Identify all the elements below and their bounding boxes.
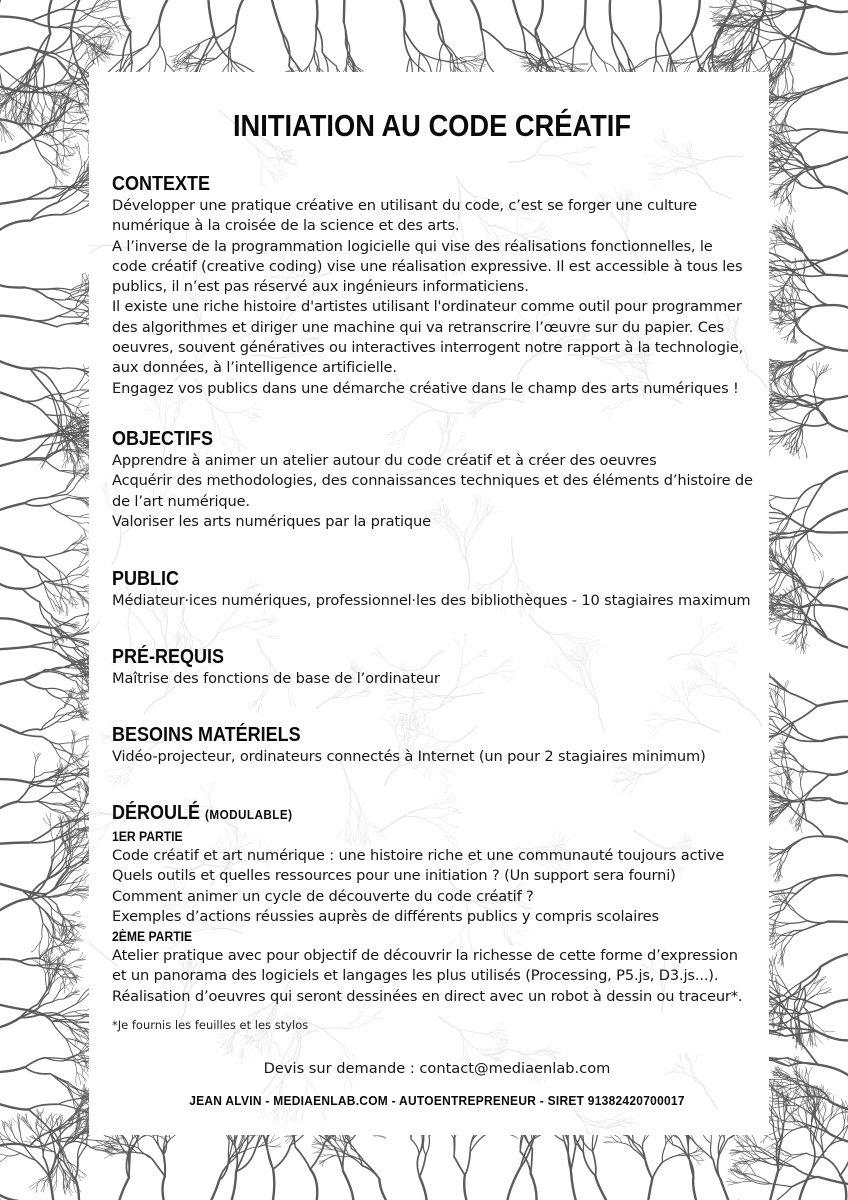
branch-stroke — [826, 1140, 843, 1150]
branch-stroke — [842, 1125, 848, 1141]
branch-stroke — [460, 57, 473, 58]
branch-stroke — [322, 52, 336, 66]
branch-stroke — [579, 63, 589, 64]
branch-stroke — [271, 1134, 277, 1143]
branch-stroke — [697, 1152, 703, 1155]
branch-stroke — [31, 10, 59, 21]
branch-stroke — [19, 1123, 20, 1134]
branch-stroke — [43, 61, 45, 85]
branch-stroke — [66, 112, 76, 118]
branch-stroke — [152, 1159, 165, 1176]
branch-stroke — [271, 1137, 280, 1142]
branch-stroke — [8, 1148, 21, 1153]
branch-stroke — [593, 47, 604, 62]
branch-stroke — [26, 1114, 27, 1122]
branch-stroke — [101, 1, 115, 5]
branch-stroke — [344, 0, 345, 22]
branch-stroke — [622, 1143, 634, 1149]
branch-stroke — [63, 131, 64, 146]
branch-stroke — [799, 1172, 811, 1200]
branch-stroke — [11, 1127, 15, 1137]
branch-stroke — [691, 0, 699, 33]
branch-stroke — [473, 52, 483, 57]
branch-stroke — [725, 0, 734, 6]
branch-stroke — [838, 1121, 844, 1135]
branch-stroke — [610, 0, 613, 31]
branch-stroke — [0, 1154, 7, 1156]
branch-stroke — [571, 1171, 577, 1200]
branch-stroke — [531, 1149, 533, 1174]
branch-stroke — [670, 33, 692, 55]
branch-stroke — [26, 1124, 33, 1131]
branch-stroke — [118, 1178, 129, 1200]
branch-stroke — [454, 1138, 455, 1156]
branch-stroke — [0, 1125, 1, 1134]
branch-stroke — [648, 55, 670, 59]
branch-stroke — [154, 1138, 163, 1153]
branch-stroke — [97, 0, 105, 1]
branch-stroke — [648, 1179, 653, 1200]
branch-stroke — [271, 0, 282, 33]
branch-stroke — [47, 1115, 51, 1121]
branch-stroke — [59, 9, 82, 11]
branch-stroke — [0, 64, 18, 81]
branch-stroke — [12, 1118, 18, 1123]
branch-stroke — [271, 1144, 281, 1147]
branch-stroke — [439, 42, 443, 58]
branch-stroke — [595, 1176, 609, 1200]
branch-stroke — [442, 42, 454, 54]
branch-stroke — [314, 26, 316, 49]
branch-stroke — [148, 23, 159, 45]
branch-stroke — [591, 47, 593, 65]
branch-stroke — [49, 0, 54, 34]
branch-stroke — [688, 1155, 697, 1156]
branch-stroke — [20, 93, 21, 110]
branch-stroke — [579, 64, 588, 65]
branch-stroke — [0, 61, 1, 84]
branch-stroke — [454, 1156, 465, 1175]
branch-stroke — [693, 1177, 697, 1200]
branch-stroke — [7, 1153, 20, 1156]
branch-stroke — [351, 1148, 363, 1161]
branch-stroke — [481, 29, 485, 57]
branch-stroke — [659, 0, 661, 30]
branch-stroke — [824, 1157, 840, 1175]
branch-stroke — [209, 1180, 219, 1200]
branch-stroke — [379, 1179, 389, 1200]
branch-stroke — [0, 122, 6, 134]
branch-stroke — [720, 1179, 730, 1200]
branch-stroke — [444, 42, 452, 55]
branch-stroke — [399, 0, 405, 29]
branch-stroke — [750, 57, 756, 67]
branch-stroke — [43, 1141, 47, 1157]
branch-stroke — [160, 1136, 169, 1137]
branch-stroke — [160, 46, 166, 64]
branch-stroke — [316, 0, 317, 26]
branch-stroke — [1, 1134, 11, 1141]
branch-stroke — [789, 64, 793, 78]
branch-stroke — [509, 1134, 518, 1138]
branch-stroke — [840, 1154, 848, 1176]
branch-stroke — [788, 0, 817, 6]
branch-stroke — [465, 1152, 470, 1175]
branch-stroke — [420, 1155, 426, 1177]
branch-stroke — [779, 1110, 783, 1125]
branch-stroke — [710, 11, 724, 16]
branch-stroke — [660, 30, 671, 57]
branch-stroke — [113, 55, 129, 56]
branch-stroke — [309, 49, 315, 65]
branch-stroke — [57, 27, 76, 33]
branch-stroke — [426, 1137, 430, 1155]
branch-stroke — [106, 7, 118, 8]
branch-stroke — [811, 1146, 815, 1172]
branch-stroke — [27, 1123, 33, 1131]
branch-stroke — [230, 1171, 236, 1200]
branch-stroke — [11, 1119, 12, 1127]
branch-stroke — [411, 1140, 419, 1155]
branch-stroke — [159, 0, 171, 23]
branch-stroke — [26, 1137, 32, 1144]
branch-stroke — [696, 1160, 704, 1161]
branch-stroke — [784, 77, 786, 91]
branch-stroke — [417, 1154, 419, 1177]
branch-stroke — [129, 1153, 130, 1178]
branch-stroke — [159, 23, 160, 46]
branch-stroke — [816, 6, 848, 12]
branch-stroke — [150, 46, 160, 61]
branch-stroke — [531, 1174, 537, 1200]
branch-stroke — [687, 63, 691, 72]
branch-stroke — [31, 21, 57, 28]
branch-stroke — [343, 1171, 353, 1200]
branch-stroke — [273, 1145, 290, 1169]
branch-stroke — [778, 76, 779, 88]
branch-stroke — [87, 45, 89, 57]
branch-stroke — [420, 1177, 427, 1200]
branch-stroke — [75, 1179, 79, 1200]
branch-stroke — [741, 10, 762, 13]
branch-stroke — [728, 0, 733, 7]
branch-stroke — [652, 1162, 662, 1179]
branch-stroke — [104, 1154, 111, 1159]
branch-stroke — [585, 25, 593, 47]
branch-stroke — [572, 47, 574, 68]
branch-stroke — [685, 63, 691, 71]
branch-stroke — [662, 1148, 664, 1162]
branch-stroke — [645, 1161, 652, 1179]
branch-stroke — [375, 1136, 386, 1139]
branch-stroke — [101, 7, 110, 8]
branch-stroke — [66, 112, 73, 121]
branch-stroke — [535, 0, 542, 30]
branch-stroke — [429, 0, 439, 21]
branch-stroke — [310, 1169, 317, 1200]
branch-stroke — [455, 66, 462, 72]
branch-stroke — [0, 1156, 7, 1162]
branch-stroke — [0, 16, 31, 20]
branch-stroke — [663, 1156, 677, 1162]
branch-stroke — [404, 29, 410, 57]
branch-stroke — [423, 1137, 426, 1155]
branch-stroke — [604, 1142, 612, 1143]
branch-stroke — [325, 1155, 336, 1156]
branch-stroke — [77, 26, 94, 28]
branch-stroke — [581, 1135, 593, 1151]
branch-stroke — [833, 1095, 834, 1107]
branch-stroke — [697, 1155, 703, 1159]
branch-stroke — [507, 1168, 521, 1200]
branch-stroke — [77, 13, 90, 22]
branch-stroke — [295, 1147, 310, 1169]
branch-stroke — [272, 1169, 274, 1200]
branch-stroke — [475, 61, 486, 65]
branch-stroke — [840, 1175, 846, 1200]
branch-stroke — [163, 1176, 165, 1200]
branch-stroke — [29, 81, 30, 100]
branch-stroke — [585, 0, 586, 25]
branch-stroke — [571, 1146, 576, 1171]
branch-stroke — [799, 1116, 806, 1127]
branch-stroke — [230, 46, 232, 65]
branch-stroke — [574, 25, 585, 47]
branch-stroke — [558, 47, 574, 57]
branch-stroke — [316, 26, 322, 52]
branch-stroke — [765, 3, 788, 10]
branch-stroke — [375, 1136, 386, 1138]
branch-stroke — [208, 0, 214, 34]
branch-stroke — [228, 1142, 229, 1159]
branch-stroke — [468, 0, 482, 29]
branch-stroke — [312, 1146, 321, 1149]
branch-stroke — [236, 0, 247, 24]
branch-stroke — [774, 41, 784, 58]
branch-stroke — [0, 1181, 1, 1200]
branch-stroke — [464, 1175, 468, 1200]
branch-stroke — [605, 1137, 613, 1138]
branch-stroke — [512, 0, 521, 25]
branch-stroke — [129, 45, 148, 55]
